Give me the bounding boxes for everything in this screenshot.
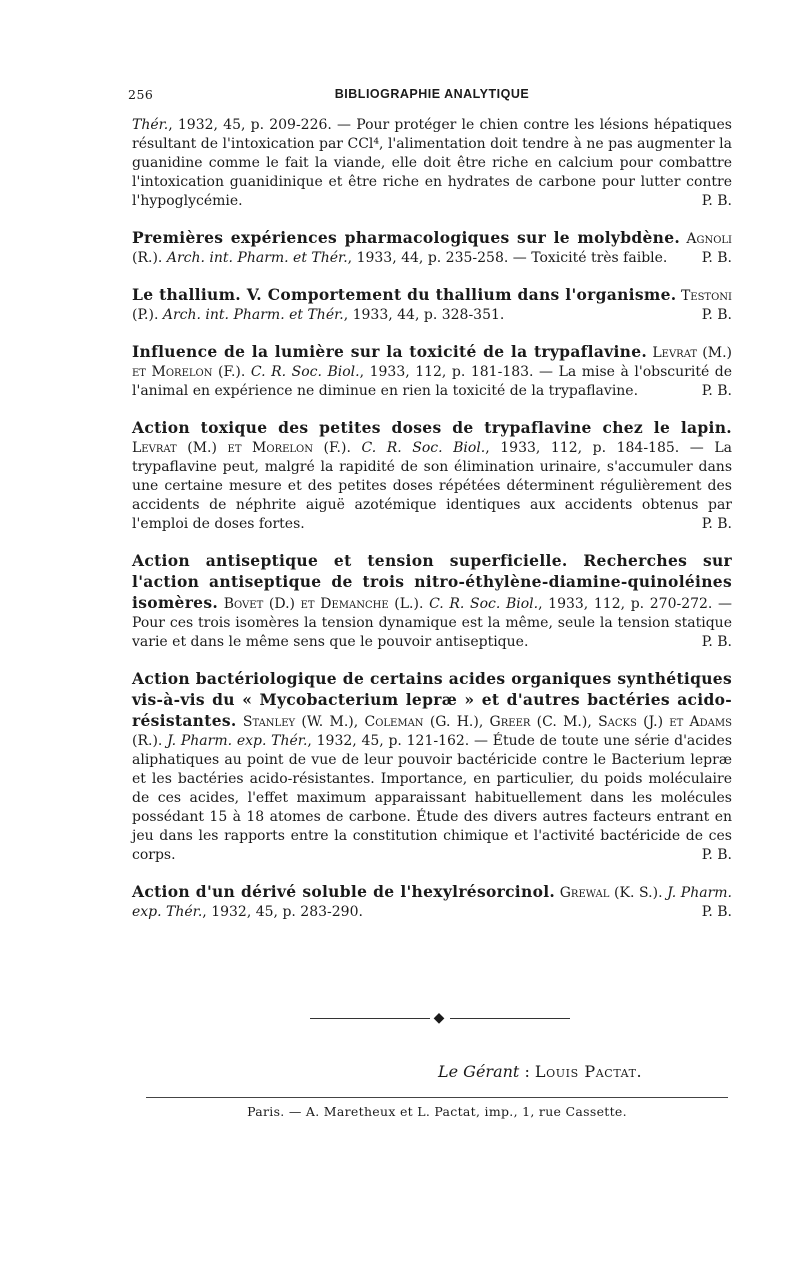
gerant-name: Louis Pactat. xyxy=(534,1062,643,1081)
bibliography-entry-petites-doses xyxy=(132,418,732,534)
entry-reference: , 1933, 44, p. 235-258. xyxy=(347,250,509,266)
entry-title: Influence de la lumière sur la toxicité de la trypaflavine. xyxy=(132,342,648,361)
entry-reference: , 1933, 112, p. 184-185. xyxy=(485,440,680,456)
diamond-icon: ◆ xyxy=(433,1010,445,1026)
gerant-label: Le Gérant xyxy=(438,1062,520,1081)
entry-abstract: — Pour ces trois isomères la tension dynamique est la même, seule la tension statique varie et dans le même sens que le pouvoir antiseptique. xyxy=(132,596,733,650)
bibliography-entry-molybdene xyxy=(132,228,732,268)
entry-reference: , 1933, 44, p. 328-351. xyxy=(343,307,505,323)
imprint-line: Paris. — A. Maretheux et L. Pactat, imp., 1, rue Cassette. xyxy=(247,1104,627,1119)
entry-signature: P. B. xyxy=(701,307,732,323)
page-body xyxy=(128,85,733,939)
entry-journal: J. Pharm. exp. Thér. xyxy=(132,885,732,920)
entry-signature: P. B. xyxy=(701,904,732,920)
bibliography-entry-continuation xyxy=(132,116,732,211)
entry-journal: C. R. Soc. Biol. xyxy=(361,440,486,456)
entry-authors: Bovet (D.) et Demanche (L.). xyxy=(223,596,424,612)
entry-journal: Thér. xyxy=(132,117,169,133)
entry-title: Action bactériologique de certains acides organiques synthétiques vis-à-vis du « Mycobacterium lepræ » et d'autres bactéries acido-résistantes. xyxy=(132,669,732,730)
entry-journal: C. R. Soc. Biol. xyxy=(250,364,360,380)
entry-reference: , 1933, 112, p. 270-272. xyxy=(538,596,713,612)
entry-journal: Arch. int. Pharm. et Thér. xyxy=(162,307,344,323)
entry-reference: , 1933, 112, p. 181-183. xyxy=(359,364,534,380)
entry-authors: Levrat (M.) et Morelon (F.). xyxy=(132,345,732,380)
entry-signature: P. B. xyxy=(701,250,732,266)
entry-title: Le thallium. V. Comportement du thallium dans l'organisme. xyxy=(132,285,677,304)
entry-journal: C. R. Soc. Biol. xyxy=(429,596,539,612)
entry-authors: Testoni (P.). xyxy=(132,288,732,323)
entry-authors: Grewal (K. S.). xyxy=(559,885,663,901)
entry-reference: , 1932, 45, p. 283-290. xyxy=(202,904,363,920)
footer-rule xyxy=(146,1097,728,1098)
entry-title: Action antiseptique et tension superficielle. Recherches sur l'action antiseptique de trois nitro-éthylène-diamine-quinoléines isomères. xyxy=(132,551,732,612)
running-header xyxy=(128,85,732,104)
entry-signature: P. B. xyxy=(701,383,732,399)
entry-signature: P. B. xyxy=(701,634,732,650)
entry-signature: P. B. xyxy=(701,847,732,863)
entry-abstract: — La mise à l'obscurité de l'animal en expérience ne diminue en rien la toxicité de la trypaflavine. xyxy=(132,364,733,399)
bibliography-entry-bacteriologique xyxy=(132,669,732,865)
entry-journal: Arch. int. Pharm. et Thér. xyxy=(166,250,348,266)
bibliography-entry-lumiere xyxy=(132,342,732,401)
page-number: 256 xyxy=(128,87,154,102)
bibliography-entries xyxy=(132,116,732,922)
entry-title: Action toxique des petites doses de trypaflavine chez le lapin. xyxy=(132,418,732,437)
entry-title: Premières expériences pharmacologiques sur le molybdène. xyxy=(132,228,681,247)
entry-reference: , 1932, 45, p. 121-162. xyxy=(307,733,470,749)
entry-reference: , 1932, 45, p. 209-226. xyxy=(168,117,332,133)
gerant-line xyxy=(438,1062,642,1081)
entry-authors: Agnoli (R.). xyxy=(132,231,732,266)
entry-signature: P. B. xyxy=(701,516,732,532)
entry-journal: J. Pharm. exp. Thér. xyxy=(167,733,308,749)
entry-abstract: — La trypaflavine peut, malgré la rapidité de son élimination urinaire, s'accumuler dans une certaine mesure et des petites doses répétées déterminent régulièrement des accidents de néphrite aiguë azotémique identiques aux accidents obtenus par l'emploi de doses fortes. xyxy=(132,440,732,532)
section-ornament xyxy=(310,1011,570,1025)
entry-abstract: — Étude de toute une série d'acides aliphatiques au point de vue de leur pouvoir bactéricide contre le Bacterium lepræ et les bactéries acido-résistantes. Importance, en particulier, du poids moléculaire de ces acides, l'effet maximum apparaissant habituellement dans les molécules possédant 15 à 18 atomes de carbone. Étude des divers autres facteurs entrant en jeu dans les rapports entre la constitution chimique et l'activité bactéricide de ces corps. xyxy=(132,733,733,863)
bibliography-entry-antiseptique xyxy=(132,551,732,652)
gerant-separator: : xyxy=(519,1062,535,1081)
entry-abstract: — Toxicité très faible. xyxy=(508,250,668,266)
entry-abstract: — Pour protéger le chien contre les lésions hépatiques résultant de l'intoxication par CCl⁴, l'alimentation doit tendre à ne pas augmenter la guanidine comme le fait la viande, elle doit être riche en calcium pour combattre l'intoxication guanidinique et être riche en hydrates de carbone pour lutter contre l'hypoglycémie. xyxy=(132,117,732,209)
bibliography-entry-hexylresorcinol xyxy=(132,882,732,922)
entry-authors: Stanley (W. M.), Coleman (G. H.), Greer (C. M.), Sacks (J.) et Adams (R.). xyxy=(132,714,732,749)
entry-signature: P. B. xyxy=(701,193,732,209)
entry-title: Action d'un dérivé soluble de l'hexylrésorcinol. xyxy=(132,882,556,901)
running-title: BIBLIOGRAPHIE ANALYTIQUE xyxy=(334,87,530,101)
entry-authors: Levrat (M.) et Morelon (F.). xyxy=(132,440,351,456)
bibliography-entry-thallium xyxy=(132,285,732,325)
